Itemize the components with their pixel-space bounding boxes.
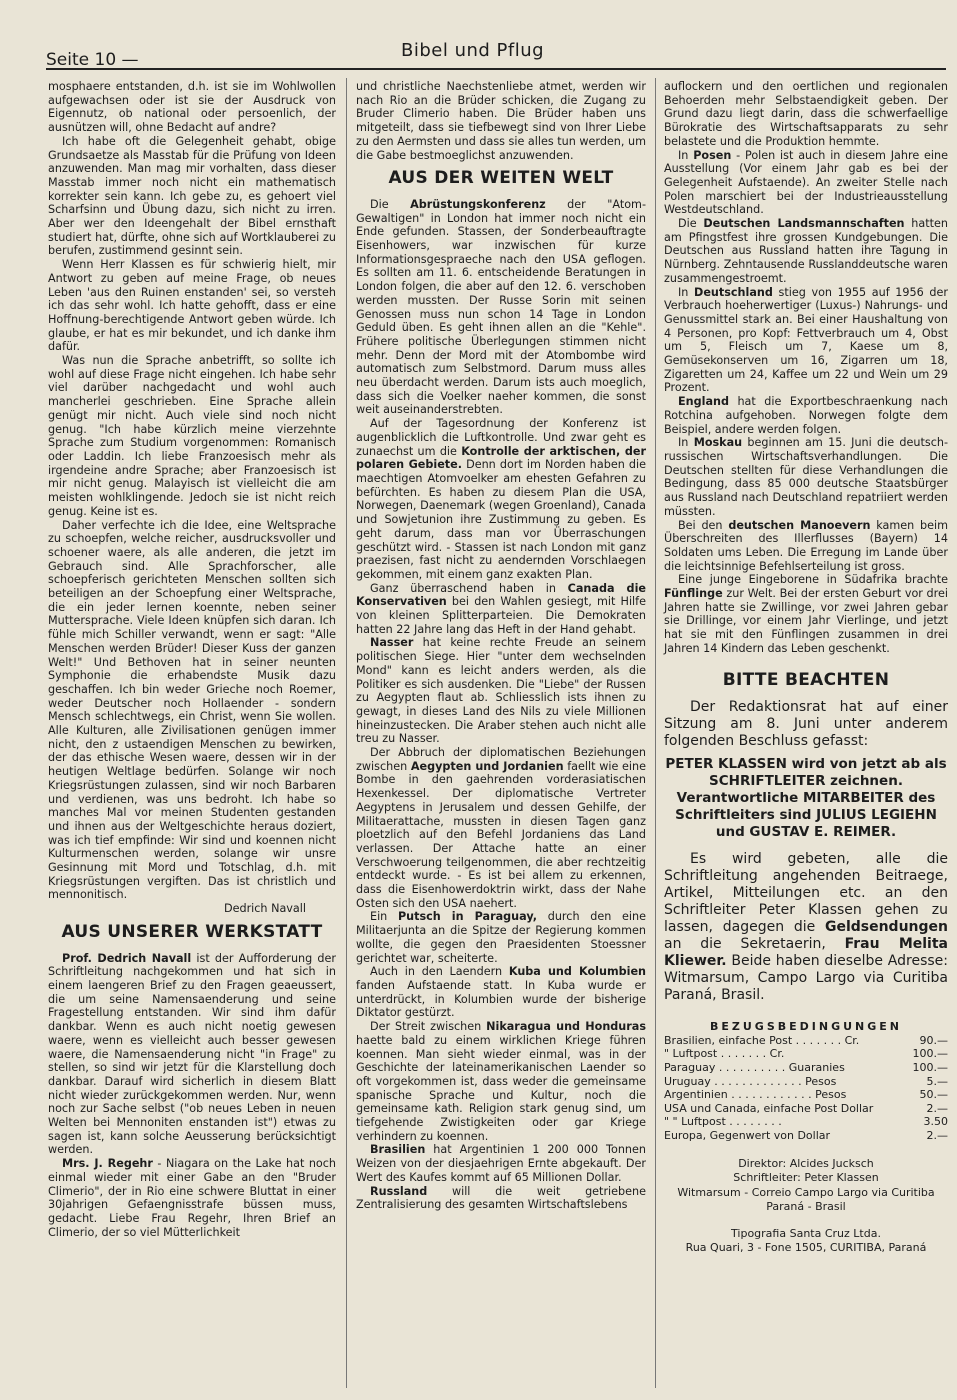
news-item <box>356 582 646 637</box>
letter-paragraph: Was nun die Sprache anbetrifft, so sollte ich wohl auf diese Frage nicht eingehen. Ich habe sehr viel darüber nachgedacht und wohl auch mancherlei geschrieben. Eine Sprache allein genügt mir nicht. Auch viele sind noch nicht genug. "Ich habe kürzlich meine vierzehnte Sprache zum Studium vorgenommen: Romanisch oder Laddin. Ich liebe Franzoesisch mehr als irgendeine andre Sprache; aber Franzoesisch ist mir nicht genug. Malayisch ist vielleicht die am meisten wohlklingende. Jedoch sie ist nicht reich genug. Keine ist es. <box>48 354 336 518</box>
price-row <box>664 1034 948 1048</box>
price-label: USA und Canada, einfache Post Dollar <box>664 1101 874 1115</box>
news-item <box>664 573 948 655</box>
news-item <box>356 965 646 1020</box>
news-item-keyword: Putsch in Paraguay, <box>397 910 538 924</box>
world-news-list-cont <box>664 80 948 656</box>
news-item-text: beginnen am 15. Juni die deutsch-russischen Wirtschaftsverhandlungen. Die Deutschen stellten für diese Verhandlungen die Bedingung, dass 85 000 deutsche Staatsbürger aus Russland nach Deutschland repatriiert werden müssten. <box>664 436 948 518</box>
price-value: 90.— <box>919 1033 948 1047</box>
price-value: 3.50 <box>923 1115 948 1129</box>
letter-paragraph: Ich habe oft die Gelegenheit gehabt, obige Grundsaetze als Masstab für die Prüfung von Ideen anzuwenden. Man mag mir vorhalten, dass dieser Masstab immer noch nicht ein mathematisch korrekter sein kann. Ich gebe zu, es gehoert viel Scharfsinn und Übung dazu, sich nicht zu irren. Aber wer den Ideengehalt der Bibel ernsthaft studiert hat, dürfte, ohne sich auf Wortklauberei zu berufen, zustimmend gesinnt sein. <box>48 134 336 258</box>
news-item-text: hatten am Pfingstfest ihre grossen Kundgebungen. Die Deutschen aus Russland hatten ihre Tagung in Nürnberg. Zehntausende Russlanddeutsche waren zusammengestroemt. <box>664 217 949 285</box>
director-line: Direktor: Alcides Jucksch <box>738 1156 874 1170</box>
price-value: 50.— <box>919 1088 948 1102</box>
notice-request-emph: Frau Melita Kliewer. <box>664 936 948 970</box>
news-item-text: haette bald zu einem wirklichen Kriege führen koennen. Man sieht wieder einmal, was in der Geschichte der lateinamerikanischen Laender so oft vorgekommen ist, dass weder die gemeinsame spanische Sprache und Kultur, noch die gemeinsame kath. Religion stark genug sind, um tiefgehende Zwistigkeiten oder gar Kriege verhindern zu koennen. <box>356 1033 646 1143</box>
news-item-keyword: Kontrolle der arktischen, der polaren Gebiete. <box>356 444 646 472</box>
news-item <box>356 1020 646 1143</box>
news-item <box>356 910 646 965</box>
notice-request-text: Es wird gebeten, alle die Schriftleitung angehenden Beitraege, Artikel, Mitteilungen etc. an den Schriftleiter Peter Klassen gehen zu lassen, dagegen die <box>664 851 948 936</box>
subscription-title: BEZUGSBEDINGUNGEN <box>709 1020 902 1034</box>
news-item-text: hat die Exportbeschraenkung nach Rotchina aufgehoben. Norwegen folgte dem Beispiel, andere werden folgen. <box>664 395 948 436</box>
workshop-item-name: Prof. Dedrich Navall <box>62 951 192 965</box>
news-item <box>356 417 646 581</box>
news-item-text: Ganz überraschend haben in <box>370 581 568 595</box>
news-item-keyword: Deutschland <box>694 285 773 299</box>
workshop-item-text: - Niagara on the Lake hat noch einmal wieder mit einer Gabe an den "Bruder Climerio", der in Rio eine schwere Bluttat in einer 30jahrigen Gefaengnisstrafe büssen muss, gedacht. Liebe Frau Regehr, Ihren Brief an Climerio, der so viel Mütterlichkeit <box>48 1157 337 1239</box>
news-item-text: Eine junge Eingeborene in Südafrika brachte <box>678 573 948 587</box>
printer-line: Rua Quari, 3 - Fone 1505, CURITIBA, Paraná <box>685 1241 927 1255</box>
news-item-text: In <box>678 436 694 450</box>
news-item-text: Ein <box>370 910 398 924</box>
section-heading-welt: AUS DER WEITEN WELT <box>388 168 614 189</box>
news-item-text: will die weit getriebene Zentralisierung des gesamten Wirtschaftslebens <box>356 1184 646 1212</box>
column-divider-2 <box>655 78 656 1388</box>
credits <box>664 1157 948 1256</box>
news-item-keyword: Canada die Konservativen <box>356 581 646 609</box>
price-row <box>664 1115 948 1129</box>
news-item <box>664 286 948 396</box>
notice-decision: PETER KLASSEN wird von jetzt ab als SCHRIFTLEITER zeichnen. Verantwortliche MITARBEITER des Schriftleiters sind JULIUS LEGIEHN und GUSTAV E. REIMER. <box>665 756 947 841</box>
news-item-text: Die <box>370 197 411 211</box>
news-item-keyword: deutschen Manoevern <box>728 518 871 532</box>
price-label: Uruguay . . . . . . . . . . . . . Pesos <box>664 1074 837 1088</box>
news-item <box>356 1143 646 1184</box>
price-value: 100.— <box>912 1047 948 1061</box>
price-value: 2.— <box>926 1101 948 1115</box>
news-item-text: der "Atom-Gewaltigen" in London hat immer noch nicht ein Ende gefunden. Stassen, der Sonderbeauftragte Eisenhowers, war inzwischen für kurze Informationsgespraeche nach den USA geflogen. Es sollten am 11. 6. entscheidende Beratungen in London folgen, die aber auf den 12. 6. verschoben werden mussten. Der Russe Sorin mit seinen Genossen muss nun schon 14 Tage in London Geduld üben. Es geht ihnen allen an die "Kehle". Frühere politische Überlegungen stimmen nicht mehr. Denn der Mord mit der Atombombe wird automatisch zum Selbstmord. Darum muss alles neu überdacht werden. Darum ists auch moeglich, dass sich die Voelker naeher kommen, die sonst weit auseinanderstrebten. <box>356 197 646 417</box>
news-item-text: hat keine rechte Freude an seinem politischen Siege. Hier "unter dem wechselnden Mond" kann es leicht anders werden, als die Politiker es sich ausdenken. Die "Liebe" der Russen zu Aegypten flaut ab. Schliesslich ists ihnen zu gewagt, in dieses Land des Nils zu viele Millionen hineinzustecken. Die Araber stehen auch nicht alle treu zu Nasser. <box>356 636 646 746</box>
letter-paragraph: Wenn Herr Klassen es für schwierig hielt, mir Antwort zu geben auf meine Frage, ob neues Leben 'aus den Ruinen enstanden' sei, so versteh ich das sehr wohl. Ich hatte gehofft, dass er eine Hoffnung-berechtigende Antwort geben würde. Ich glaube, er hat es mir bekundet, und ich danke ihm dafür. <box>48 258 336 354</box>
news-item <box>356 198 646 417</box>
column-1 <box>48 80 336 1239</box>
price-value: 2.— <box>926 1128 948 1142</box>
price-label: Paraguay . . . . . . . . . . Guaranies <box>664 1061 845 1075</box>
subscription-terms <box>664 1020 948 1142</box>
price-label: Brasilien, einfache Post . . . . . . . Cr. <box>664 1033 860 1047</box>
news-item-text: Bei den <box>678 518 729 532</box>
news-item <box>356 636 646 746</box>
news-item <box>356 746 646 910</box>
notice-request-emph: Geldsendungen <box>824 919 948 936</box>
news-item-text: durch den eine Militaerjunta an die Spitze der Regierung kommen wollte, die gegen den Praesidenten Stoessner gerichtet war, scheiterte. <box>356 910 646 965</box>
news-item-text: zur Welt. Bei der ersten Geburt vor drei Jahren hatte sie Zwillinge, vor zwei Jahren gebar sie Drillinge, vor einem Jahr Vierlinge, und jetzt hat sie mit den Fünflingen zusammen in drei Jahren 14 Kindern das Leben geschenkt. <box>664 587 948 655</box>
price-label: Europa, Gegenwert von Dollar <box>664 1128 831 1142</box>
price-label: " " Luftpost . . . . . . . . <box>664 1115 782 1129</box>
notice-heading: BITTE BEACHTEN <box>722 669 890 690</box>
notice-box <box>664 699 948 1004</box>
news-item <box>664 436 948 518</box>
notice-intro: Der Redaktionsrat hat auf einer Sitzung am 8. Juni unter anderem folgenden Beschluss gefasst: <box>664 699 948 750</box>
news-item-keyword: Deutschen Landsmannschaften <box>703 217 905 231</box>
letter-signature: Dedrich Navall <box>223 902 306 916</box>
news-item-keyword: Aegypten und Jordanien <box>410 759 564 773</box>
news-item-keyword: Kuba und Kolumbien <box>508 965 647 979</box>
news-item-keyword: Russland <box>370 1184 428 1198</box>
notice-request-text: an die Sekretaerin, <box>664 936 845 953</box>
address-line: Witmarsum - Correio Campo Largo via Curitiba <box>677 1185 935 1199</box>
letter-paragraph: Daher verfechte ich die Idee, eine Weltsprache zu schoepfen, welche reicher, ausdrucksvoller und schoener waere, als alle anderen, die jetzt im Gebrauch sind. Alle Sprachforscher, alle schoepferisch gerichteten Menschen sollten sich beteiligen an der Schoepfung einer Weltsprache, die ein jeder lernen koennte, neben seiner Muttersprache. Viele Ideen knüpfen sich daran. Ich fühle mich Schiller verwandt, wenn er sagt: "Alle Menschen werden Brüder! Dieser Kuss der ganzen Welt!" Und Bethoven hat in seiner neunten Symphonie die erhabendste Musik dazu geschaffen. Ich bin weder Grieche noch Roemer, weder Deutscher noch Hollaender - sondern Mensch schlechtwegs, ein Christ, wenn Sie wollen. Alle Kulturen, alle Zivilisationen genügen immer nicht, den z ustaendigen Menschen zu bewirken, der das ethische Wesen waere, dessen wir in der heutigen Weltlage bedürfen. Solange wir noch Kriegsrüstungen zulassen, sind wir noch Barbaren und verdienen, was uns bedroht. Ich habe so manches Mal vor meinen Studenten gestanden und ihnen aus der Weltgeschichte heraus doziert, was ich tief empfinde: Wir sind und koennen nicht Kulturmenschen werden, solange wir unsre Gesinnung mit Mord und Totschlag, d.h. mit Kriegsrüstungen vergiften. Das ist christlich und mennonitisch. <box>48 518 336 902</box>
workshop-item-text: ist der Aufforderung der Schriftleitung nachgekommen und hat sich in einem laengeren Brief zu den Fragen geaeussert, die um seine Namensaenderung und seine Fragestellung entstanden. Wir sind ihm dafür dankbar. Wenn es auch nicht noetig gewesen waere, wenn es vielleicht auch besser gewesen waere, die Namensaenderung nicht "in Frage" zu stellen, so sind wir jetzt für die Klarstellung doch dankbar. Darauf wird sicherlich in diesem Blatt nicht wieder zurückgekommen werden. Nur, wenn noch zur Sache selbst ("ob neues Leben in neuen Welten bei Mennoniten enstanden ist") etwas zu sagen ist, kann solche Aeusserung berücksichtigt werden. <box>48 951 337 1157</box>
news-item-text: Auf der Tagesordnung der Konferenz ist augenblicklich die Luftkontrolle. Und zwar geht es zunaechst um die <box>356 417 646 458</box>
notice-request-text: Beide haben dieselbe Adresse: Witmarsum, Campo Largo via Curitiba Paraná, Brasil. <box>664 953 948 1004</box>
workshop-item-name: Mrs. J. Regehr <box>62 1157 153 1171</box>
news-item <box>356 1185 646 1212</box>
notice-request <box>664 851 948 1004</box>
news-item-text: stieg von 1955 auf 1956 der Verbrauch hoeherwertiger (Luxus-) Nahrungs- und Genussmittel stark an. Bei einer Haushaltung von 4 Personen, pro Kopf: Fettverbrauch um 4, Obst um 5, Fleisch um 7, Kaese um 8, Gemüsekonserven um 16, Zigarren um 18, Zigaretten um 24, Kaffee um 22 und Wein um 29 Prozent. <box>664 285 948 395</box>
news-item-text: - Polen ist auch in diesem Jahre eine Ausstellung (Vor einem Jahr gab es bei der Gelegenheit Aufstaende). An zweiter Stelle nach Polen marschiert bei der Industrieausstellung Westdeutschland. <box>664 148 948 217</box>
news-item-keyword: Posen <box>693 148 732 162</box>
news-item-text: Auch in den Laendern <box>370 965 509 979</box>
news-item-keyword: Brasilien <box>370 1143 426 1157</box>
news-item-text: Die <box>678 217 704 231</box>
news-item-text: Denn dort im Norden haben die maechtigen Atomvoelker am ehesten Gefahren zu befürchten. Es haben zu diesem Plan die USA, Norwegen, Daenemark (wegen Groenland), Canada und Sowjetunion ihre Zustimmung zu geben. Es geht darum, dass man vor Überraschungen geschützt wird. - Stassen ist nach London mit ganz praezisen, fast nicht zu aendernden Vorschlaegen gekommen, mit einem ganz exakten Plan. <box>356 458 646 581</box>
news-item-keyword: Nasser <box>370 636 414 650</box>
news-item-keyword: England <box>678 395 729 409</box>
editor-line: Schriftleiter: Peter Klassen <box>733 1171 879 1185</box>
price-label: Argentinien . . . . . . . . . . . . Pesos <box>664 1088 847 1102</box>
column-3 <box>664 80 948 1256</box>
news-item-text: Der Abbruch der diplomatischen Beziehungen zwischen <box>356 746 646 773</box>
printer-line: Tipografia Santa Cruz Ltda. <box>731 1226 881 1240</box>
news-item <box>664 519 948 574</box>
workshop-item <box>48 952 336 1158</box>
world-news-list <box>356 198 646 1212</box>
section-heading-werkstatt: AUS UNSERER WERKSTATT <box>61 921 323 942</box>
letter-paragraph: mosphaere entstanden, d.h. ist sie im Wohlwollen aufgewachsen oder ist sie der Ausdruck von Eigennutz, ob national oder persoenlich, der ausnützen will, ohne Bedacht auf andre? <box>48 80 336 135</box>
news-item-text: hat Argentinien 1 200 000 Tonnen Weizen von der diesjaehrigen Ernte abgekauft. Der Wert des Kaufes kommt auf 65 Millionen Dollar. <box>356 1143 646 1184</box>
column-divider-1 <box>346 78 347 1388</box>
price-list <box>664 1034 948 1143</box>
news-item <box>664 217 948 286</box>
price-value: 5.— <box>926 1074 948 1088</box>
news-item-keyword: Moskau <box>693 436 743 450</box>
page-header <box>46 38 946 72</box>
address-line: Paraná - Brasil <box>766 1200 846 1214</box>
price-row <box>664 1075 948 1089</box>
column-2 <box>356 80 646 1212</box>
news-item-text: In <box>678 148 694 162</box>
news-item <box>664 149 948 218</box>
news-item-keyword: Nikaragua und Honduras <box>486 1020 646 1034</box>
news-item <box>664 395 948 436</box>
news-item-keyword: Abrüstungskonferenz <box>410 197 546 211</box>
page-number: Seite 10 — <box>46 50 139 70</box>
news-item-text: Der Streit zwischen <box>370 1020 487 1034</box>
workshop-item <box>48 1157 336 1239</box>
news-item-keyword: Fünflinge <box>664 587 723 601</box>
news-item-text: bei den Wahlen gesiegt, mit Hilfe von kleinen Splitterparteien. Die Demokraten hatten 22 Jahre lang das Heft in der Hand gehabt. <box>356 595 646 636</box>
news-item-text: faellt wie eine Bombe in den gaehrenden vorderasiatischen Hexenkessel. Der diplomatische Vertreter Aegyptens in Jerusalem und dessen Gehilfe, der Militaerattache, mussten in diesen Tagen ganz ploetzlich auf den Befehl Jordaniens das Land verlassen. Der Attache hatte an einer Verschwoerung teilgenommen, die aber rechtzeitig entdeckt wurde. - Es ist bei allem zu erkennen, dass die Eisenhowerdoktrin wirkt, dass der Nahe Osten sich den USA naehert. <box>356 759 646 910</box>
masthead-title: Bibel und Pflug <box>401 40 545 61</box>
continued-paragraph: und christliche Naechstenliebe atmet, werden wir nach Rio an die Brüder schicken, die Zugang zu Bruder Climerio haben. Die Brüder haben uns mitgeteilt, dass sie tiefbewegt sind von Ihrer Liebe zu den Aermsten und dass sie alles tun werden, um die Gabe bestmoeglichst anzuwenden. <box>356 80 646 162</box>
price-label: " Luftpost . . . . . . . Cr. <box>664 1047 785 1061</box>
price-row <box>664 1102 948 1116</box>
price-row <box>664 1061 948 1075</box>
price-row <box>664 1129 948 1143</box>
news-item-text: auflockern und den oertlichen und regionalen Behoerden mehr Selbstaendigkeit geben. Der Grund dazu liegt darin, dass die schwerfaellige Bürokratie des Wirtschaftsapparats zu sehr belastete und die Produktion hemmte. <box>664 80 948 148</box>
news-item-text: In <box>678 285 695 299</box>
news-item <box>664 80 948 149</box>
price-row <box>664 1047 948 1061</box>
price-row <box>664 1088 948 1102</box>
price-value: 100.— <box>912 1061 948 1075</box>
news-item-text: fanden Aufstaende statt. In Kuba wurde er unterdrückt, in Kolumbien wurde der bisherige Diktator gestürzt. <box>356 979 646 1020</box>
header-rule <box>46 68 946 70</box>
news-item-text: kamen beim Überschreiten des Illerflusses (Bayern) 14 Soldaten ums Leben. Die Erregung im Lande über die leichtsinnige Befehlserteilung ist gross. <box>664 518 948 573</box>
